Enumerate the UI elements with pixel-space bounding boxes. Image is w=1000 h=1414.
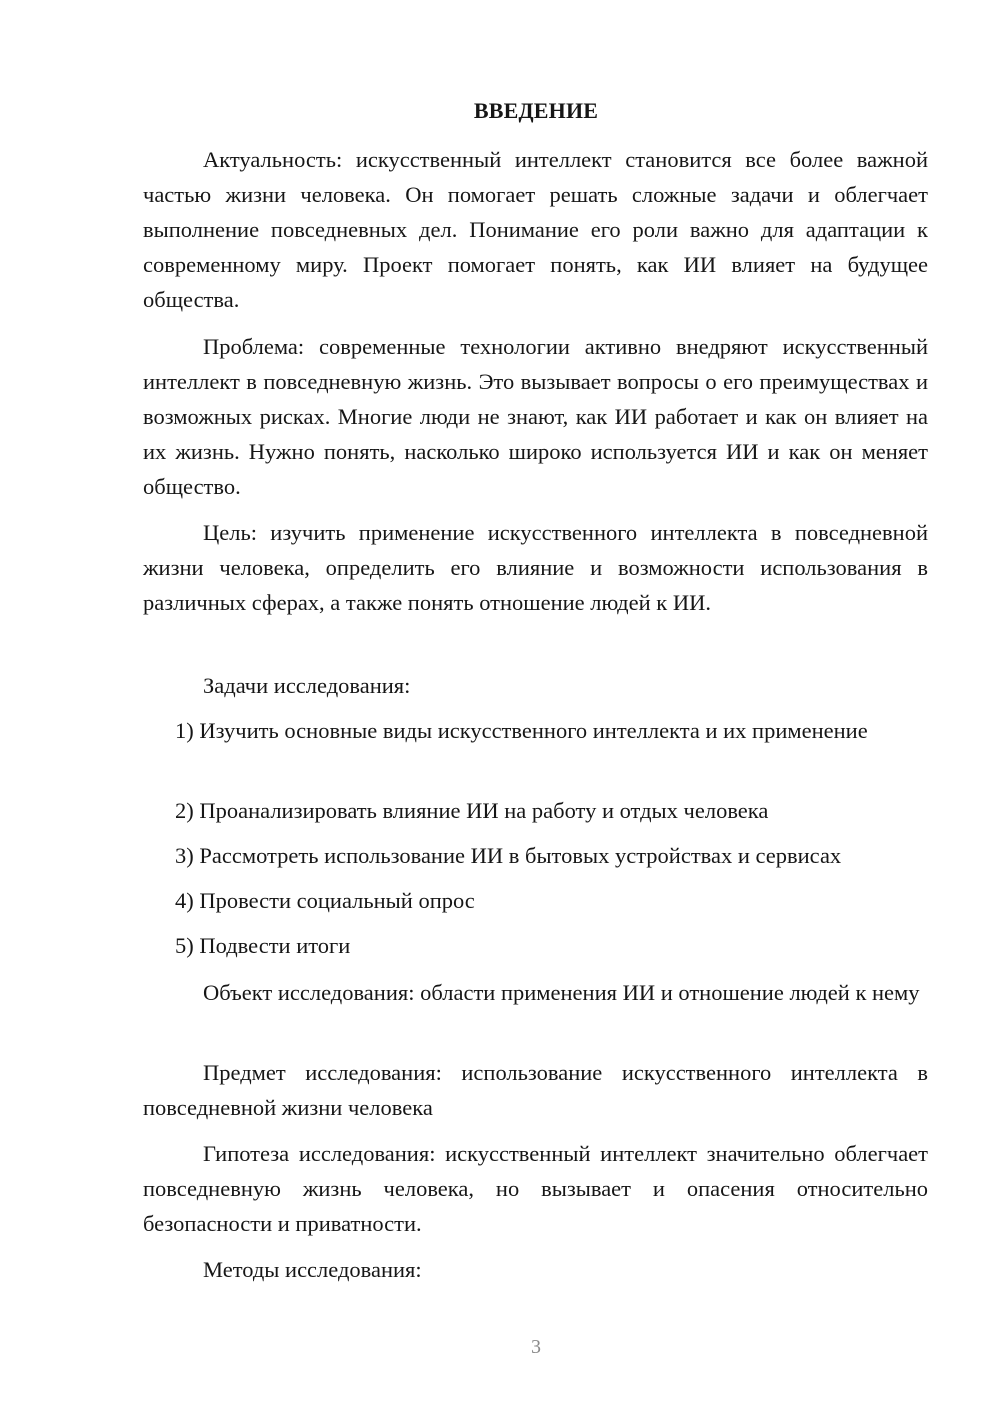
paragraph-problem: Проблема: современные технологии активно внедряют искусственный интеллект в повседневную жизнь. Это вызывает вопросы о его преимуществах и возможных рисках. Многие люди не знают, как ИИ работает и как он влияет на их жизнь. Нужно понять, насколько широко используется ИИ и как он меняет общество. <box>143 334 928 499</box>
paragraph-hypothesis: Гипотеза исследования: искусственный интеллект значительно облегчает повседневную жизнь человека, но вызывает и опасения относительно безопасности и приватности. <box>143 1141 928 1236</box>
paragraph-relevance: Актуальность: искусственный интеллект становится все более важной частью жизни человека. Он помогает решать сложные задачи и облегчает выполнение повседневных дел. Понимание его роли важно для адаптации к современному миру. Проект помогает понять, как ИИ влияет на будущее общества. <box>143 147 928 312</box>
task-item-3: 3) Рассмотреть использование ИИ в бытовых устройствах и сервисах <box>175 843 842 868</box>
page-number: 3 <box>531 1336 541 1358</box>
paragraph-subject: Предмет исследования: использование искусственного интеллекта в повседневной жизни человека <box>143 1060 928 1120</box>
task-item-4: 4) Провести социальный опрос <box>175 888 475 913</box>
methods-heading: Методы исследования: <box>203 1257 422 1282</box>
paragraph-goal: Цель: изучить применение искусственного интеллекта в повседневной жизни человека, определить его влияние и возможности использования в различных сферах, а также понять отношение людей к ИИ. <box>143 520 928 615</box>
paragraph-object: Объект исследования: области применения ИИ и отношение людей к нему <box>203 980 920 1005</box>
task-item-2: 2) Проанализировать влияние ИИ на работу и отдых человека <box>175 798 769 823</box>
task-item-5: 5) Подвести итоги <box>175 933 351 958</box>
tasks-heading: Задачи исследования: <box>203 673 411 698</box>
section-title: ВВЕДЕНИЕ <box>473 98 599 123</box>
task-item-1: 1) Изучить основные виды искусственного интеллекта и их применение <box>175 718 868 743</box>
